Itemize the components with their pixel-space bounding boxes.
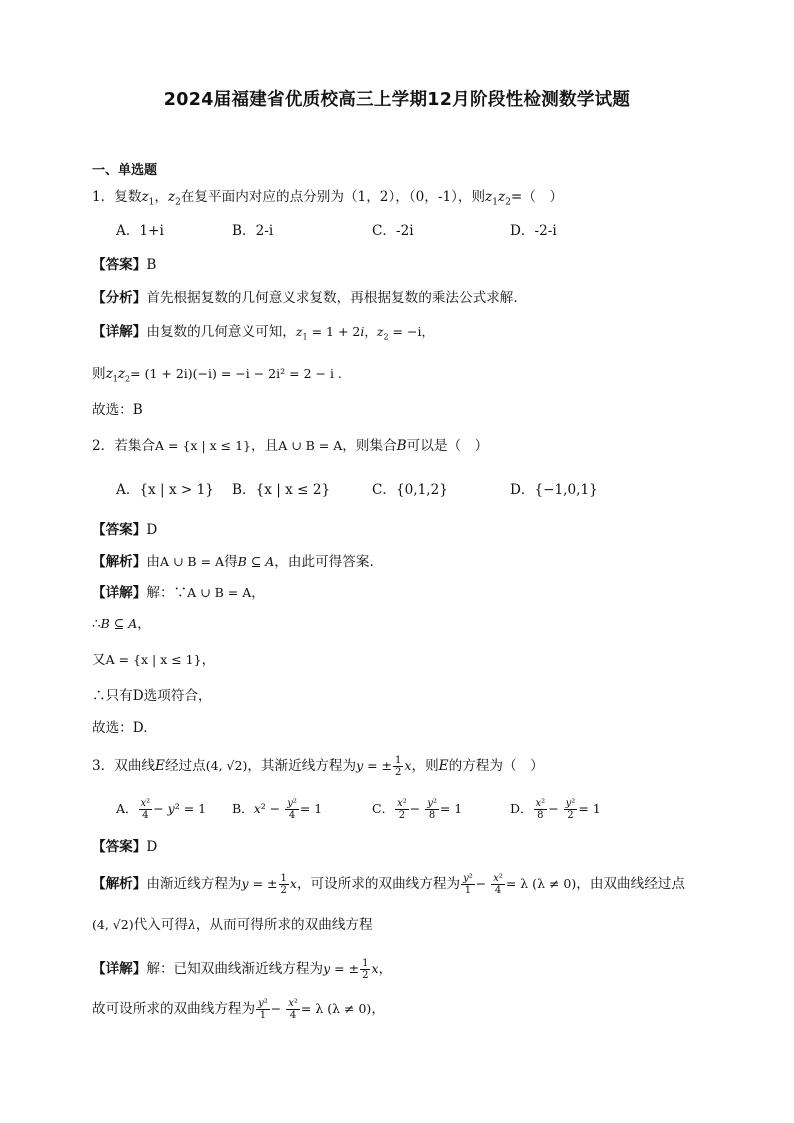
q1-option-c: C．-2i [372, 223, 414, 239]
q3-answer: 【答案】D [92, 839, 158, 855]
q1-option-b: B．2-i [232, 223, 274, 239]
question-1-stem: 1．复数$z_1$，$z_2$在复平面内对应的点分别为（1，2），（0，-1），则$z_1z_2=$（ ） [92, 189, 564, 208]
q2-step-3: ∴只有D选项符合， [92, 688, 212, 704]
q2-detail: 【详解】解：∵A ∪ B = A， [92, 585, 265, 601]
q1-choice: 故选：B [92, 402, 143, 418]
q2-answer: 【答案】D [92, 522, 158, 538]
q2-step-1: ∴B ⊆ A， [92, 616, 151, 632]
q2-choice: 故选：D. [92, 720, 148, 736]
q3-analysis: 【解析】由渐近线方程为y = ± $\frac{1}{2}$ x，可设所求的双曲线方程为 $\frac{\text{y²}}{1}$ − $\frac{\text{x²}}{4}$ = λ (λ ≠ 0)，由双曲线经过点 [92, 873, 685, 896]
q2-option-a: A．{x | x > 1} [116, 482, 214, 498]
q3-detail: 【详解】解：已知双曲线渐近线方程为y = ± $\frac{1}{2}$ x， [92, 958, 393, 981]
q2-option-b: B．{x | x ≤ 2} [232, 482, 331, 498]
q3-option-a: A． $\frac{\text{x²}}{4}$ − y² = 1 [116, 798, 207, 821]
q3-detail-2: 故可设所求的双曲线方程为 $\frac{\text{y²}}{1}$ − $\frac{\text{x²}}{4}$ = λ (λ ≠ 0)， [92, 998, 385, 1021]
q3-analysis-cont: (4, √2)代入可得λ，从而可得所求的双曲线方程 [92, 917, 373, 933]
section-heading: 一、单选题 [92, 163, 158, 178]
q1-answer: 【答案】B [92, 257, 157, 273]
q1-option-a: A．1+i [116, 223, 164, 239]
question-3-stem: 3．双曲线E经过点(4, √2)，其渐近线方程为y = ± $\frac{1}{2}$ x，则E的方程为（ ） [92, 755, 544, 778]
q2-option-c: C．{0,1,2} [372, 482, 448, 498]
q1-detail: 【详解】由复数的几何意义可知，$z_1 = 1 + 2i$，$z_2 = -i$， [92, 324, 434, 342]
q1-analysis: 【分析】首先根据复数的几何意义求复数，再根据复数的乘法公式求解. [92, 290, 518, 306]
page-title: 2024届福建省优质校高三上学期12月阶段性检测数学试题 [163, 90, 631, 110]
question-2-stem: 2．若集合A = {x | x ≤ 1}，且A ∪ B = A，则集合B可以是（ ） [92, 438, 489, 454]
q2-analysis: 【解析】由A ∪ B = A得B ⊆ A，由此可得答案. [92, 554, 374, 570]
q2-step-2: 又A = {x | x ≤ 1}， [92, 652, 216, 668]
q2-option-d: D．{−1,0,1} [510, 482, 598, 498]
q3-option-d: D． $\frac{\text{x²}}{8}$ − $\frac{\text{y²}}{2}$ = 1 [510, 798, 601, 821]
q3-option-b: B．x² − $\frac{\text{y²}}{4}$ = 1 [232, 798, 323, 821]
q1-option-d: D．-2-i [510, 223, 557, 239]
q1-calculation: 则$z_1z_2= (1 + 2i)(-i) = -i - 2i^2 = 2 - i$ . [92, 366, 342, 384]
q3-option-c: C． $\frac{\text{x²}}{2}$ − $\frac{\text{y²}}{8}$ = 1 [372, 798, 463, 821]
